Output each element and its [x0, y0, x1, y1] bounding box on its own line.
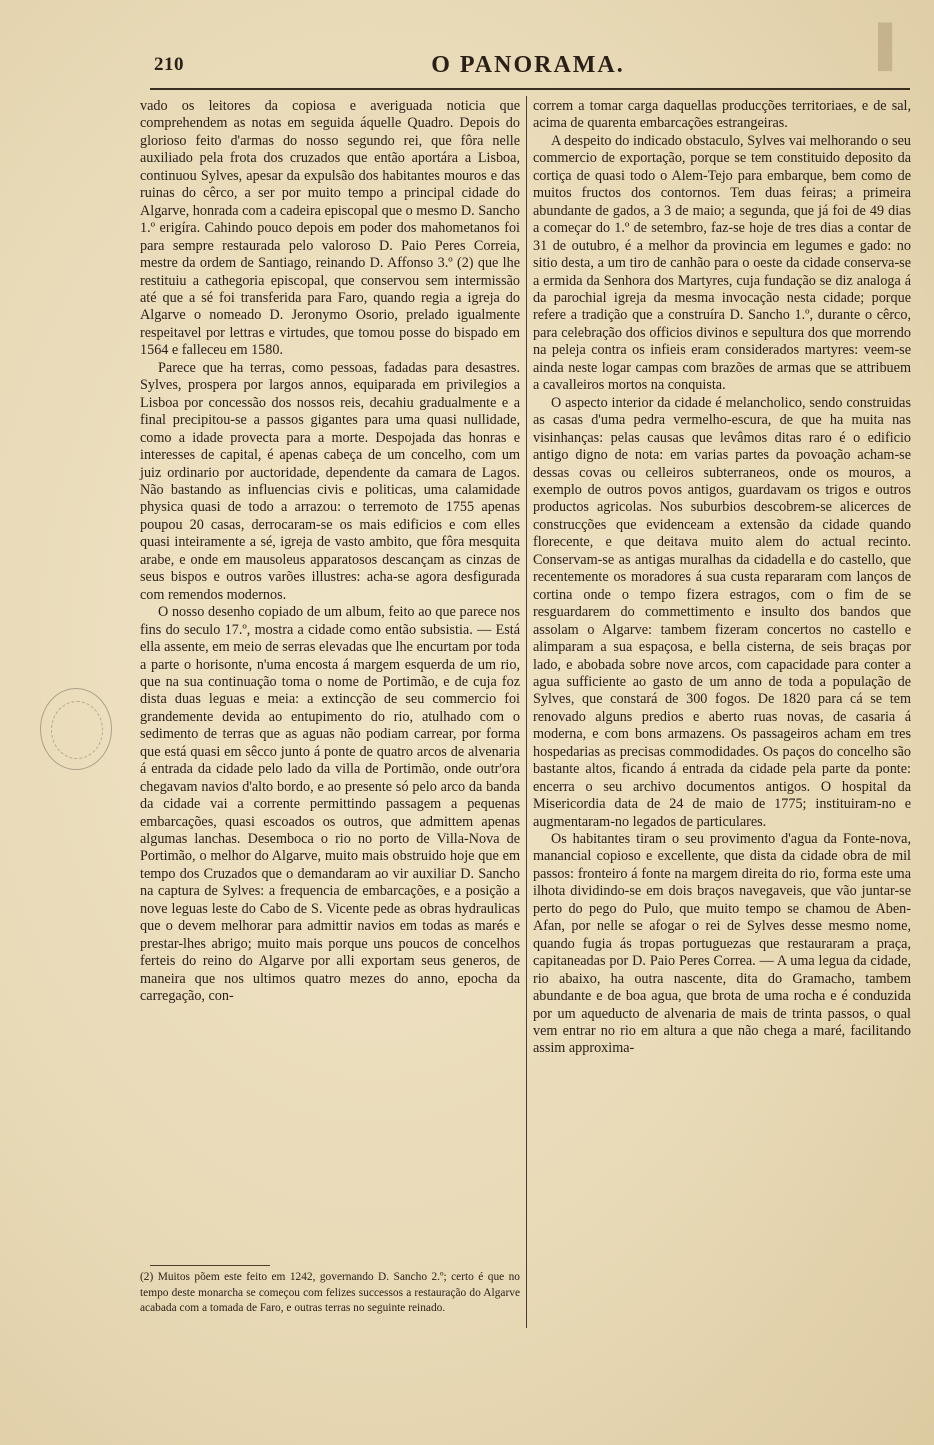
paragraph: O aspecto interior da cidade é melancholico, sendo construidas as casas d'uma pedra vermelho-escura, de que ha muita nas visinhanças: pelas causas que levâmos ditas raro é o edificio antigo digno de nota: em varias partes da povoação acham-se dessas covas ou celleiros subterraneos, onde os mouros, a exemplo de outros povos antigos, guardavam os trigos e outros productos agricolas. Nos suburbios descobrem-se alicerces de construcções que evidenceam a extensão da cidade quando florecente, e que deitava muito alem do actual recinto. Conservam-se as antigas muralhas da cidadella e do castello, que recentemente os moradores á sua custa repararam com lanços de cortina onde o tempo fizera estragos, com o fim de se resguardarem do commettimento e insulto dos bandos que assolam o Algarve: tambem fizeram concertos no castello e alimparam a sua espaçosa, e bella cisterna, de seis braças por lado, e abobada sobre nove arcos, com capacidade para conter a agua sufficiente ao gasto de um anno de toda a população de Sylves, que constará de 300 fogos. De 1820 para cá se tem renovado alguns predios e aberto ruas novas, de casaria á moderna, e com bons armazens. Os passageiros acham em tres hospedarias as precisas commodidades. Os paços do concelho são bastante altos, ficando á entrada da cidade pela parte da ponte: encerra o seu archivo documentos antigos. O hospital da Misericordia data de 24 de maio de 1775; instituiram-no e augmentaram-no legados de particulares. [533, 394, 911, 830]
library-stamp [40, 688, 112, 770]
stamp-inner-ring [51, 701, 103, 759]
paragraph: Os habitantes tiram o seu provimento d'agua da Fonte-nova, manancial copioso e excellente, que dista da cidade obra de mil passos: fronteiro á fonte na margem direita do rio, forma este uma ilhota dividindo-se em dois braços navegaveis, que vão juntar-se perto do pego do Pulo, que muito tempo se chamou de Aben-Afan, por nelle se afogar o rei de Sylves desse mesmo nome, quando fugia ás tropas portuguezas que restauraram a praça, capitaneadas por D. Paio Peres Correa. — A uma legua da cidade, rio abaixo, ha outra nascente, dita do Gramacho, tambem abundante e de boa agua, que brota de uma rocha e é conduzida por um aqueducto de alvenaria de mais de trinta passos, o qual vem entrar no rio em altura a que não chega a maré, facilitando assim approxima- [533, 831, 911, 1057]
paragraph: A despeito do indicado obstaculo, Sylves vai melhorando o seu commercio de exportação, porque se tem constituido deposito da cortiça de quasi todo o Alem-Tejo para embarque, bem como de muitos fructos dos contornos. Tem duas feiras; a primeira abundante de gados, a 3 de maio; a segunda, que já foi de 49 dias a começar do 1.º de setembro, faz-se hoje de tres dias a contar de 31 de outubro, é a melhor da provincia em legumes e gado: no sitio desta, a um tiro de canhão para o oeste da cidade conserva-se a ermida da Senhora dos Martyres, cuja fundação se diz analoga á da parochial igreja da mesma invocação nesta cidade; porque refere a tradição que a construíra D. Sancho 1.º, durante o cêrco, para celebração dos officios divinos e sepultura dos que morrendo na peleja contra os infieis eram considerados martyres: veem-se ainda neste logar campas com brazões de armas que se attribuem a cavalleiros mortos na conquista. [533, 132, 911, 394]
journal-title: O PANORAMA. [431, 52, 625, 78]
page-number: 210 [154, 54, 184, 75]
header-rule [150, 88, 910, 90]
paragraph: Parece que ha terras, como pessoas, fadadas para desastres. Sylves, prospera por largos annos, equiparada em privilegios a Lisboa por concessão dos nossos reis, decahiu gradualmente e a final precipitou-se a passos gigantes para uma quasi nullidade, como a idade provecta para a morte. Despojada das honras e interesses de capital, é apenas cabeça de um concelho, com um juiz ordinario por auctoridade, dependente da camara de Lagos. Não bastando as influencias civis e politicas, uma calamidade physica quasi de todo a arrazou: o terremoto de 1755 apenas poupou 20 casas, derrocaram-se os mais edificios e com elles quasi inteiramente a sé, igreja de vasto ambito, que fôra mesquita arabe, e onde em mausoleus apparatosos descançam as cinzas de seus bispos e outros varões illustres: acha-se agora desfigurada com remendos modernos. [140, 359, 520, 603]
page-corner-mark: ▌ [878, 23, 907, 68]
right-column [533, 98, 911, 1058]
footnote-rule [150, 1265, 270, 1266]
column-divider [526, 96, 527, 1328]
page-header [150, 54, 906, 84]
footnote: (2) Muitos põem este feito em 1242, governando D. Sancho 2.º; certo é que no tempo deste monarcha se começou com felizes successos a restauração do Algarve acabada com a tomada de Faro, e outras terras no seguinte reinado. [140, 1271, 520, 1315]
paragraph: vado os leitores da copiosa e averiguada noticia que comprehendem as notas em seguida áquelle Quadro. Depois do glorioso feito d'armas do nosso segundo rei, que fôra nelle auxiliado pela frota dos cruzados que então aportára a Lisboa, continuou Sylves, apesar da expulsão dos habitantes mouros e das ruinas do cêrco, a ser por muito tempo a principal cidade do Algarve, honrada com a cadeira episcopal que o mesmo D. Sancho 1.º erigíra. Cahindo pouco depois em poder dos mahometanos foi para sempre restaurada pelo valoroso D. Paio Peres Correia, mestre da ordem de Santiago, reinando D. Affonso 3.º (2) que lhe restituiu a cathegoria episcopal, que conservou sem intermissão até que a sé foi transferida para Faro, quando regia a igreja do Algarve o nomeado D. Jeronymo Osorio, prelado igualmente respeitavel por lettras e virtudes, que tomou posse do bispado em 1564 e falleceu em 1580. [140, 98, 520, 359]
paragraph: correm a tomar carga daquellas producções territoriaes, e de sal, acima de quarenta embarcações estrangeiras. [533, 98, 911, 132]
left-column [140, 98, 520, 1006]
paragraph: O nosso desenho copiado de um album, feito ao que parece nos fins do seculo 17.º, mostra a cidade como então subsistia. — Está ella assente, em meio de serras elevadas que lhe encurtam por toda a parte o horisonte, n'uma encosta á margem esquerda de um rio, que na sua continuação toma o nome de Portimão, e de cuja foz dista duas leguas e meia: a extincção de seu commercio foi grandemente devida ao entupimento do rio, atulhado com o sedimento de terras que as aguas não podiam carrear, por forma que está quasi em sêcco junto á ponte de quatro arcos de alvenaria á entrada da cidade pelo lado da villa de Portimão, onde outr'ora chegavam navios d'alto bordo, e ao presente só pelo arco da banda da cidade vai a corrente permittindo passagem a pequenas embarcações, quasi escoados os outros, que admittem apenas algumas lanchas. Desemboca o rio no porto de Villa-Nova de Portimão, o melhor do Algarve, muito mais obstruido hoje que em tempo dos Cruzados que o demandaram ao vir auxiliar D. Sancho na captura de Sylves: a frequencia de embarcações, e a posição a nove leguas leste do Cabo de S. Vicente pede as obras hydraulicas que o devem melhorar para admittir navios em todas as marés e prestar-lhes abrigo; muito mais porque uns poucos de concelhos ferteis do reino do Algarve por alli exportam seus generos, de maneira que nos ultimos quatro mezes do anno, epocha da carregação, con- [140, 604, 520, 1005]
